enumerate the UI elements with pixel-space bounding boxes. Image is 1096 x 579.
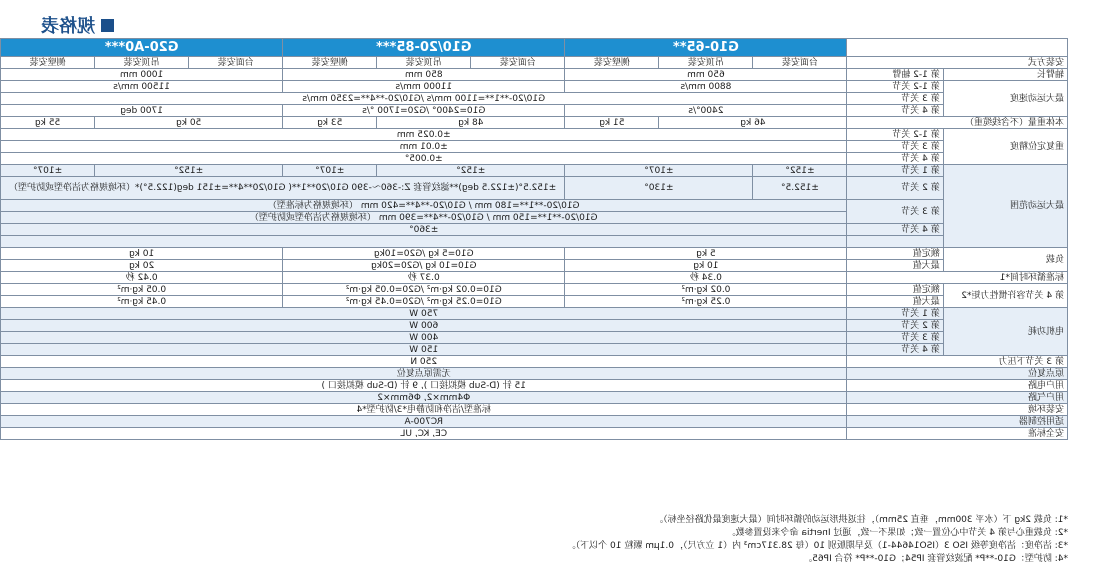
row-sublabel: 第 2 关节 bbox=[847, 177, 943, 200]
table-row bbox=[1, 141, 1068, 153]
row-label: 本体重量（不含线缆重） bbox=[847, 117, 1068, 129]
value-cell: 0.45 kg·m² bbox=[1, 296, 283, 308]
row-label: 用户电路 bbox=[847, 380, 1068, 392]
row-label: 原点复位 bbox=[847, 368, 1068, 380]
value-cell: ±152° bbox=[95, 165, 283, 177]
row-sublabel: 第 3 关节 bbox=[847, 200, 943, 224]
row-label: 标准循环时间*1 bbox=[847, 272, 1068, 284]
row-label: 第 3 关节下压力 bbox=[847, 356, 1068, 368]
value-cell: 2400°/s bbox=[565, 105, 847, 117]
table-row bbox=[1, 344, 1068, 356]
table-row bbox=[1, 260, 1068, 272]
value-cell: 0.34 秒 bbox=[565, 272, 847, 284]
value-cell: 250 N bbox=[1, 356, 847, 368]
table-row bbox=[1, 248, 1068, 260]
value-cell: ±0.025 mm bbox=[1, 129, 847, 141]
row-label: 最大运动速度 bbox=[943, 81, 1067, 117]
value-cell: G10/20-**1**=180 mm / G10/20-**4**=420 mm （环境规格为标准型） bbox=[1, 200, 847, 212]
table-row bbox=[1, 368, 1068, 380]
value-cell: Φ4mm×2, Φ6mm×2 bbox=[1, 392, 847, 404]
value-cell: 55 kg bbox=[1, 117, 95, 129]
table-row bbox=[1, 165, 1068, 177]
value-cell: 20 kg bbox=[1, 260, 283, 272]
value-cell: 1700 deg bbox=[1, 105, 283, 117]
value-cell: G10=5 kg /G20=10kg bbox=[283, 248, 565, 260]
value-cell: 650 mm bbox=[565, 69, 847, 81]
mount-cell: 侧壁安装 bbox=[283, 57, 377, 69]
value-cell: 0.42 秒 bbox=[1, 272, 283, 284]
footnote: *3: 洁净度：洁净度等级 ISO 3（ISO14644-1）及早期版别 10（每 28.317cm³ 内（1 立方尺），0.1μm 颗粒 10 个以下）。 bbox=[566, 541, 1068, 551]
mount-cell: 吊顶安装 bbox=[95, 57, 189, 69]
value-cell: ±152° bbox=[753, 165, 847, 177]
spec-table bbox=[0, 38, 1068, 440]
table-row bbox=[1, 57, 1068, 69]
row-label: 最大运动范围 bbox=[943, 165, 1067, 248]
row-label: 重复定位精度 bbox=[943, 129, 1067, 165]
value-cell: 53 kg bbox=[283, 117, 377, 129]
value-cell: 5 kg bbox=[565, 248, 847, 260]
value-cell: 46 kg bbox=[659, 117, 847, 129]
row-sublabel: 第 3 关节 bbox=[847, 141, 943, 153]
value-cell: 0.37 秒 bbox=[283, 272, 565, 284]
row-sublabel: 第 1 关节 bbox=[847, 308, 943, 320]
value-cell: 15 针 (D-Sub 模拟接口 ), 9 针 (D-Sub 模拟接口 ) bbox=[1, 380, 847, 392]
value-cell: ±107° bbox=[1, 165, 95, 177]
row-label: 安装方式 bbox=[847, 57, 1068, 69]
model-header-row bbox=[1, 39, 1068, 57]
table-row bbox=[1, 81, 1068, 93]
value-cell: 0.02 kg·m² bbox=[565, 284, 847, 296]
value-cell: G10=0.25 kg·m² /G20=0.45 kg·m² bbox=[283, 296, 565, 308]
footnote: *2: 负载重心与第 4 关节中心位置一致；如果不一致，通过 Inertia 命令来设置参数。 bbox=[726, 528, 1068, 538]
model-g10-20-85: G10/20-85*** bbox=[283, 39, 565, 57]
table-row bbox=[1, 320, 1068, 332]
value-cell: ±130° bbox=[565, 177, 753, 200]
row-label: 轴臂长 bbox=[943, 69, 1067, 81]
value-cell: ±152° bbox=[377, 165, 565, 177]
mount-cell: 吊顶安装 bbox=[377, 57, 471, 69]
value-cell: 150 W bbox=[1, 344, 847, 356]
table-row bbox=[1, 356, 1068, 368]
row-sublabel: 额定值 bbox=[847, 248, 943, 260]
model-g20-a0: G20-A0*** bbox=[1, 39, 283, 57]
footnotes bbox=[8, 514, 1068, 566]
value-cell: 850 mm bbox=[283, 69, 565, 81]
value-cell: 标准型/洁净和防静电*3/防护型*4 bbox=[1, 404, 847, 416]
value-cell: ±152.5° bbox=[753, 177, 847, 200]
section-heading bbox=[10, 14, 114, 36]
value-cell: ±107° bbox=[283, 165, 377, 177]
table-row bbox=[1, 69, 1068, 81]
row-sublabel: 第 4 关节 bbox=[847, 344, 943, 356]
table-row bbox=[1, 224, 1068, 236]
row-sublabel: 第 3 关节 bbox=[847, 332, 943, 344]
value-cell: G10=10 kg /G20=20kg bbox=[283, 260, 565, 272]
row-label: 负载 bbox=[943, 248, 1067, 272]
row-label: 安全标准 bbox=[847, 428, 1068, 440]
row-sublabel: 第 4 关节 bbox=[847, 224, 943, 236]
value-cell: 8800 mm/s bbox=[565, 81, 847, 93]
value-cell: ±0.005° bbox=[1, 153, 847, 165]
table-row bbox=[1, 380, 1068, 392]
mount-cell: 侧壁安装 bbox=[1, 57, 95, 69]
table-row bbox=[1, 177, 1068, 200]
mount-cell: 侧壁安装 bbox=[565, 57, 659, 69]
table-row bbox=[1, 332, 1068, 344]
table-row bbox=[1, 428, 1068, 440]
row-label: 安装环境 bbox=[847, 404, 1068, 416]
row-sublabel: 第 4 关节 bbox=[847, 153, 943, 165]
row-sublabel: 第 4 关节 bbox=[847, 105, 943, 117]
row-label: 适用控制器 bbox=[847, 416, 1068, 428]
square-bullet-icon bbox=[101, 19, 114, 32]
row-label: 电机功耗 bbox=[943, 308, 1067, 356]
value-cell: 0.25 kg·m² bbox=[565, 296, 847, 308]
table-row bbox=[1, 308, 1068, 320]
value-cell: 无需原点复位 bbox=[1, 368, 847, 380]
value-cell: 400 W bbox=[1, 332, 847, 344]
mount-cell: 台面安装 bbox=[189, 57, 283, 69]
table-row bbox=[1, 284, 1068, 296]
table-row bbox=[1, 105, 1068, 117]
value-cell: G10=0.02 kg·m² /G20=0.05 kg·m² bbox=[283, 284, 565, 296]
value-cell: RC700-A bbox=[1, 416, 847, 428]
value-cell: 11000 mm/s bbox=[283, 81, 565, 93]
value-cell: 10 kg bbox=[1, 248, 283, 260]
value-cell: 51 kg bbox=[565, 117, 659, 129]
row-label: 第 4 关节容许惯性力矩*2 bbox=[943, 284, 1067, 308]
row-sublabel: 第 3 关节 bbox=[847, 93, 943, 105]
row-sublabel: 第 1-2 关节 bbox=[847, 81, 943, 93]
row-label: 用户气路 bbox=[847, 392, 1068, 404]
table-row bbox=[1, 129, 1068, 141]
value-cell: G10/20-**1**=150 mm / G10/20-**4**=390 mm （环境规格为洁净型或防护型） bbox=[1, 212, 847, 224]
value-cell: 0.05 kg·m² bbox=[1, 284, 283, 296]
value-cell: ±107° bbox=[565, 165, 753, 177]
table-row bbox=[1, 296, 1068, 308]
value-cell: G10=2400° /G20=1700 °/s bbox=[283, 105, 565, 117]
table-row bbox=[1, 117, 1068, 129]
row-sublabel: 第 1-2 关节 bbox=[847, 129, 943, 141]
value-cell: 48 kg bbox=[377, 117, 565, 129]
row-sublabel: 第 1 关节 bbox=[847, 165, 943, 177]
mount-cell: 吊顶安装 bbox=[659, 57, 753, 69]
table-row bbox=[1, 153, 1068, 165]
model-g10-65: G10-65** bbox=[565, 39, 847, 57]
value-cell: 600 W bbox=[1, 320, 847, 332]
table-row bbox=[1, 93, 1068, 105]
value-cell: CE, KC, UL bbox=[1, 428, 847, 440]
value-cell: 1000 mm bbox=[1, 69, 283, 81]
table-row bbox=[1, 272, 1068, 284]
value-cell: 750 W bbox=[1, 308, 847, 320]
value-cell: G10/20-**1**=1100 mm/s /G10/20-**4**=2350 mm/s bbox=[1, 93, 847, 105]
value-cell: ±0.01 mm bbox=[1, 141, 847, 153]
row-sublabel: 最大值 bbox=[847, 260, 943, 272]
mount-cell: 台面安装 bbox=[471, 57, 565, 69]
table-row bbox=[1, 392, 1068, 404]
table-row bbox=[1, 236, 1068, 248]
section-heading-text: 规格表 bbox=[41, 16, 95, 37]
row-sublabel: 第 1-2 轴臂 bbox=[847, 69, 943, 81]
footnote: *4: 防护型：G10-**P* 配波纹管套 IP54；G10-**P* 符合 IP65。 bbox=[803, 554, 1068, 564]
footnote: *1: 负载 2kg 下（水平 300mm，垂直 25mm），往返拱形运动的循环时间（最大速度最优路径坐标）。 bbox=[654, 515, 1068, 525]
table-row bbox=[1, 200, 1068, 212]
value-cell: ±152.5°(±122.5 deg)**滤纹管套 Z:-360～-390 G10/20**1**( G10/20**4**=±151 deg(122.5°)*（环境规格为洁净型或防护型） bbox=[1, 177, 565, 200]
value-cell: 50 kg bbox=[95, 117, 283, 129]
value-cell: 10 kg bbox=[565, 260, 847, 272]
table-row bbox=[1, 416, 1068, 428]
mount-cell: 台面安装 bbox=[753, 57, 847, 69]
value-cell: ±360° bbox=[1, 224, 847, 236]
value-cell: 11500 mm/s bbox=[1, 81, 283, 93]
row-sublabel: 额定值 bbox=[847, 284, 943, 296]
row-sublabel: 第 2 关节 bbox=[847, 320, 943, 332]
table-row bbox=[1, 404, 1068, 416]
row-sublabel: 最大值 bbox=[847, 296, 943, 308]
